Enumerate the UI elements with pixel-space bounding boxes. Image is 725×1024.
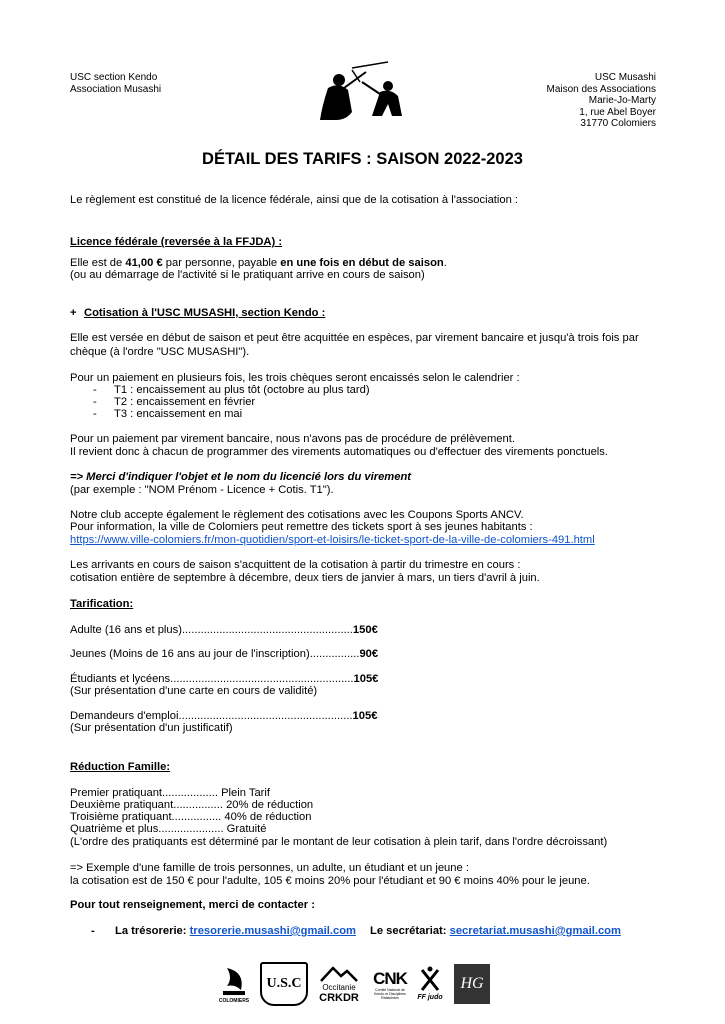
licence-price: 41,00 € <box>125 257 163 269</box>
cotisation-para-3: Pour un paiement par virement bancaire, nous n'avons pas de procédure de prélèvement. <box>70 433 515 445</box>
cnk-subtitle: Comité National de Kendo et Disciplines Rattachées <box>374 987 406 1000</box>
licence-text: . <box>443 257 447 269</box>
bullet-dash: - <box>93 384 97 396</box>
kendo-fighters-logo <box>306 60 420 122</box>
licence-heading: Licence fédérale (reversée à la FFJDA) : <box>70 236 283 248</box>
header-right-line: Maison des Associations <box>546 83 656 95</box>
bullet-dash: - <box>93 396 97 408</box>
secretariat-label: Le secrétariat: <box>370 925 450 937</box>
cnk-logo <box>368 960 412 1008</box>
usc-logo <box>260 960 308 1008</box>
virement-note: => Merci d'indiquer l'objet et le nom du licencié lors du virement <box>70 471 412 483</box>
tresorerie-email-link[interactable]: tresorerie.musashi@gmail.com <box>189 925 356 937</box>
tarif-row <box>70 624 378 637</box>
occitanie-text: Occitanie <box>322 982 356 992</box>
header-right-line: Marie-Jo-Marty <box>588 95 656 106</box>
tarification-heading: Tarification: <box>70 598 134 610</box>
licence-text: par personne, payable <box>162 257 281 269</box>
reduction-note: (L'ordre des pratiquants est déterminé par le montant de leur cotisation à plein tarif, dans l'ordre décroissant) <box>70 836 608 848</box>
hg-badge: HG <box>454 964 490 1004</box>
contact-heading: Pour tout renseignement, merci de contacter : <box>70 899 315 911</box>
contact-dash: - <box>91 925 95 937</box>
ffjudo-text: FF judo <box>417 994 443 1001</box>
header-left-line: Association Musashi <box>70 83 162 95</box>
cotisation-para-5: Les arrivants en cours de saison s'acquittent de la cotisation à partir du trimestre en cours : <box>70 559 521 571</box>
cotisation-para-4: Notre club accepte également le règlement des cotisations avec les Coupons Sports ANCV. <box>70 509 524 521</box>
header-left <box>70 72 161 95</box>
header-right <box>546 72 656 130</box>
licence-payment-terms: en une fois en début de saison <box>280 257 444 269</box>
tarif-label: Adulte (16 ans et plus)....................................................... <box>70 624 353 636</box>
cnk-text: CNK <box>373 968 407 988</box>
judo-figure-icon <box>418 966 442 994</box>
tarif-note: (Sur présentation d'une carte en cours de validité) <box>70 685 318 697</box>
licence-text: Elle est de <box>70 257 126 269</box>
reduction-row: Troisième pratiquant................ 40% de réduction <box>70 811 312 823</box>
tarif-price: 90€ <box>359 648 379 660</box>
tresorerie-label: La trésorerie: <box>115 925 190 937</box>
hg-logo <box>450 960 494 1008</box>
tarif-note: (Sur présentation d'un justificatif) <box>70 722 233 734</box>
ffjudo-logo <box>414 960 446 1008</box>
family-example: la cotisation est de 150 € pour l'adulte, 105 € moins 20% pour l'étudiant et 90 € moins 40% pour le jeune. <box>70 875 590 887</box>
cotisation-plus: + <box>70 307 77 319</box>
schedule-text: T1 : encaissement au plus tôt (octobre au plus tard) <box>114 384 370 396</box>
contact-tresorerie <box>115 925 356 938</box>
reduction-row: Quatrième et plus..................... Gratuité <box>70 823 267 835</box>
tarif-price: 150€ <box>352 624 378 636</box>
cotisation-para-2: Pour un paiement en plusieurs fois, les trois chèques seront encaissés selon le calendrier : <box>70 372 520 384</box>
tarif-price: 105€ <box>352 710 378 722</box>
licence-line-2: (ou au démarrage de l'activité si le pratiquant arrive en cours de saison) <box>70 269 425 281</box>
secretariat-email-link[interactable]: secretariat.musashi@gmail.com <box>449 925 621 937</box>
cotisation-heading: Cotisation à l'USC MUSASHI, section Kendo : <box>84 307 326 319</box>
tarif-label: Jeunes (Moins de 16 ans au jour de l'inscription)................ <box>70 648 360 660</box>
cotisation-para-1: Elle est versée en début de saison et peut être acquittée en espèces, par virement bancaire et jusqu'à trois fois par <box>70 332 639 344</box>
mountain-icon <box>319 965 359 983</box>
usc-shield: U.S.C <box>260 962 308 1006</box>
colomiers-emblem-icon <box>217 964 251 998</box>
tarif-label: Demandeurs d'emploi........................................................ <box>70 710 353 722</box>
tarif-row <box>70 648 378 661</box>
reduction-heading: Réduction Famille: <box>70 761 171 773</box>
header-right-line: 1, rue Abel Boyer <box>579 106 656 118</box>
colomiers-text: COLOMIERS <box>218 998 250 1004</box>
schedule-text: T2 : encaissement en février <box>114 396 256 408</box>
ticket-sport-link[interactable]: https://www.ville-colomiers.fr/mon-quotidien/sport-et-loisirs/le-ticket-sport-de-la-ville-de-colomiers-491.html <box>70 534 595 546</box>
schedule-text: T3 : encaissement en mai <box>114 408 243 420</box>
reduction-row: Deuxième pratiquant................ 20% de réduction <box>70 799 314 811</box>
cotisation-para-4: Pour information, la ville de Colomiers peut remettre des tickets sport à ses jeunes habitants : <box>70 521 533 533</box>
contact-secretariat <box>370 925 621 938</box>
page-title: DÉTAIL DES TARIFS : SAISON 2022-2023 <box>202 150 523 168</box>
colomiers-logo <box>214 960 254 1008</box>
bullet-dash: - <box>93 408 97 420</box>
cotisation-para-5: cotisation entière de septembre à décembre, deux tiers de janvier à mars, un tiers d'avril à juin. <box>70 572 540 584</box>
header-left-line: USC section Kendo <box>70 72 158 83</box>
intro-text: Le règlement est constitué de la licence fédérale, ainsi que de la cotisation à l'association : <box>70 194 519 206</box>
cotisation-para-1: chèque (à l'ordre "USC MUSASHI"). <box>70 346 250 358</box>
reduction-row: Premier pratiquant.................. Plein Tarif <box>70 787 271 799</box>
header-right-line: 31770 Colomiers <box>580 118 656 129</box>
header-right-line: USC Musashi <box>594 72 656 83</box>
crkdr-logo <box>312 960 366 1008</box>
crkdr-text: CRKDR <box>319 991 359 1004</box>
tarif-price: 105€ <box>353 673 379 685</box>
tarif-label: Étudiants et lycéens........................................................... <box>70 673 354 685</box>
family-example: => Exemple d'une famille de trois personnes, un adulte, un étudiant et un jeune : <box>70 862 469 874</box>
cotisation-para-3: Il revient donc à chacun de programmer des virements automatiques ou d'effectuer des virements ponctuels. <box>70 446 608 458</box>
virement-example: (par exemple : "NOM Prénom - Licence + Cotis. T1"). <box>70 484 334 496</box>
